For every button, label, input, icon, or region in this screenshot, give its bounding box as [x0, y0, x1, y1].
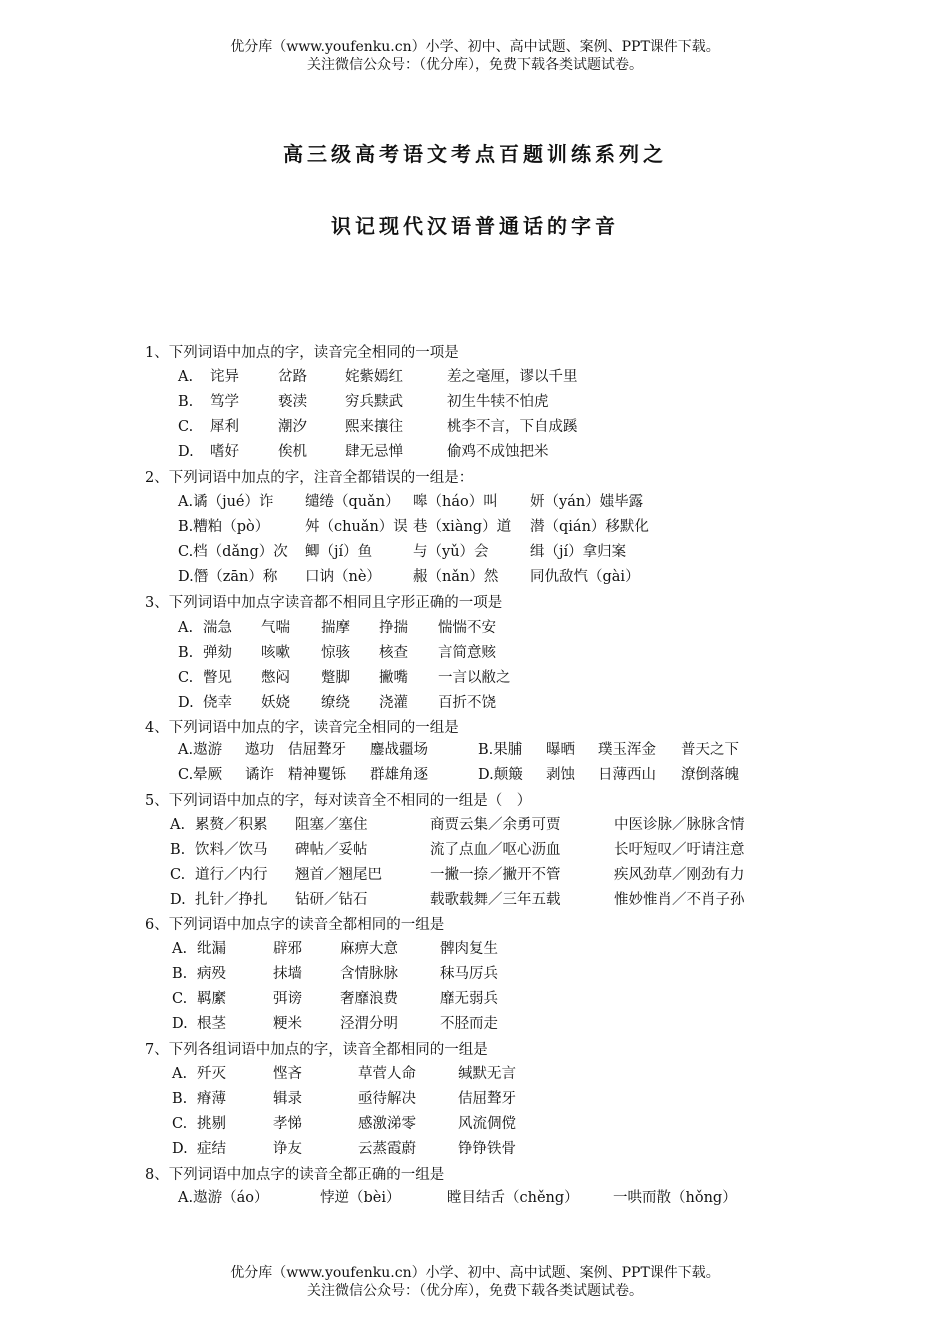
question-stem: 8、下列词语中加点字的读音全都正确的一组是	[145, 1167, 445, 1183]
option-item: 潜（qián）移默化	[530, 519, 649, 535]
option-item: 剥蚀	[546, 767, 575, 783]
option-item: 辟邪	[273, 941, 302, 957]
question-stem: 6、下列词语中加点字的读音全都相同的一组是	[145, 917, 445, 933]
option-item: 舛（chuǎn）误	[305, 519, 408, 535]
option-item: 疾风劲草／刚劲有力	[614, 867, 745, 883]
question-stem: 7、下列各组词语中加点的字，读音全都相同的一组是	[145, 1042, 488, 1058]
option-item: 碑帖／妥帖	[295, 842, 368, 858]
option-item: 嗜好	[210, 444, 239, 460]
option-item: 风流倜傥	[458, 1116, 516, 1132]
option-label: D.	[172, 1016, 188, 1032]
option-item: 鲫（jí）鱼	[305, 544, 373, 560]
option-item: 曝晒	[546, 742, 575, 758]
option-item: 言简意赅	[438, 645, 496, 661]
option-item: 遨功	[245, 742, 274, 758]
option-item: 一撇一捺／撇开不管	[430, 867, 561, 883]
option-item: 谲诈	[245, 767, 274, 783]
option-item: 岔路	[278, 369, 307, 385]
option-item: 病殁	[197, 966, 226, 982]
option-item: 靡无弱兵	[440, 991, 498, 1007]
option-item: 载歌载舞／三年五载	[430, 892, 561, 908]
option-label: B.	[172, 1091, 188, 1107]
option-item: 憋闷	[261, 670, 290, 686]
option-item: 同仇敌忾（gài）	[530, 569, 640, 585]
option-label: A.	[178, 620, 194, 636]
option-item: 泾渭分明	[340, 1016, 398, 1032]
option-label: A.遨游	[178, 742, 223, 758]
option-item: 草菅人命	[358, 1066, 416, 1082]
option-label: D.	[172, 1141, 188, 1157]
option-label: C.	[172, 1116, 188, 1132]
option-item: 惴惴不安	[438, 620, 496, 636]
option-label: B.	[170, 842, 186, 858]
page-title: 高三级高考语文考点百题训练系列之	[283, 142, 667, 166]
option-item: 与（yǔ）会	[413, 544, 489, 560]
option-item: 累赘／积累	[195, 817, 268, 833]
option-item: 缭绕	[321, 695, 350, 711]
option-item: 羁縻	[197, 991, 226, 1007]
option-item: 百折不饶	[438, 695, 496, 711]
option-item: 髀肉复生	[440, 941, 498, 957]
option-label: C.档（dǎng）次	[178, 544, 288, 560]
question-stem: 2、下列词语中加点的字，注音全都错误的一组是：	[145, 470, 474, 486]
option-item: 璞玉浑金	[598, 742, 656, 758]
option-item: 弭谤	[273, 991, 302, 1007]
option-label: B.糟粕（pò）	[178, 519, 270, 535]
option-item: 钻研／钻石	[295, 892, 368, 908]
option-item: 咳嗽	[261, 645, 290, 661]
option-item: 缱绻（quǎn）	[305, 494, 400, 510]
option-item: 一言以敝之	[438, 670, 511, 686]
option-item: 商贾云集／余勇可贾	[430, 817, 561, 833]
option-item: 饮料／饮马	[195, 842, 268, 858]
option-item: 缄默无言	[458, 1066, 516, 1082]
option-label: C.	[178, 670, 194, 686]
option-item: 佶屈聱牙	[288, 742, 346, 758]
option-item: 诤友	[273, 1141, 302, 1157]
option-item: 气喘	[261, 620, 290, 636]
option-item: 口讷（nè）	[305, 569, 381, 585]
option-item: 熙来攘往	[345, 419, 403, 435]
option-label: A.	[170, 817, 186, 833]
option-item: 弹劾	[203, 645, 232, 661]
option-item: 阻塞／塞住	[295, 817, 368, 833]
page-subtitle: 识记现代汉语普通话的字音	[331, 214, 619, 238]
option-item: 嗥（háo）叫	[413, 494, 498, 510]
option-item: 鏖战疆场	[370, 742, 428, 758]
option-item: 长吁短叹／吁请注意	[614, 842, 745, 858]
option-item: D.颠簸	[478, 767, 523, 783]
option-label: C.	[178, 419, 194, 435]
question-stem: 1、下列词语中加点的字，读音完全相同的一项是	[145, 345, 459, 361]
option-item: 撇嘴	[379, 670, 408, 686]
option-item: 一哄而散（hǒng）	[613, 1190, 737, 1206]
option-label: D.僭（zān）称	[178, 569, 278, 585]
option-item: 普天之下	[681, 742, 739, 758]
option-item: 精神矍铄	[288, 767, 346, 783]
option-item: 诧异	[210, 369, 239, 385]
option-label: A.	[172, 941, 188, 957]
option-item: 犀利	[210, 419, 239, 435]
option-item: 歼灭	[197, 1066, 226, 1082]
option-item: 潮汐	[278, 419, 307, 435]
option-item: 流了点血／呕心沥血	[430, 842, 561, 858]
option-item: 笃学	[210, 394, 239, 410]
option-label: A.	[172, 1066, 188, 1082]
option-label: C.晕厥	[178, 767, 223, 783]
option-item: 铮铮铁骨	[458, 1141, 516, 1157]
option-item: 侥幸	[203, 695, 232, 711]
option-item: 秣马厉兵	[440, 966, 498, 982]
option-item: 偷鸡不成蚀把米	[447, 444, 549, 460]
option-item: 症结	[197, 1141, 226, 1157]
option-label: D.	[178, 444, 194, 460]
option-item: 含情脉脉	[340, 966, 398, 982]
option-item: 粳米	[273, 1016, 302, 1032]
option-item: 瞥见	[203, 670, 232, 686]
option-item: 差之毫厘，谬以千里	[447, 369, 578, 385]
option-item: 日薄西山	[598, 767, 656, 783]
option-label: A.谲（jué）诈	[178, 494, 274, 510]
option-item: 妍（yán）媸毕露	[530, 494, 644, 510]
option-item: 扎针／挣扎	[195, 892, 268, 908]
option-item: 肆无忌惮	[345, 444, 403, 460]
option-item: 亵渎	[278, 394, 307, 410]
option-item: 麻痹大意	[340, 941, 398, 957]
option-item: 惊骇	[321, 645, 350, 661]
option-item: 浇灌	[379, 695, 408, 711]
option-item: 缉（jí）拿归案	[530, 544, 627, 560]
option-item: 悭吝	[273, 1066, 302, 1082]
option-label: C.	[170, 867, 186, 883]
option-item: 抹墙	[273, 966, 302, 982]
option-item: 不胫而走	[440, 1016, 498, 1032]
option-label: B.	[178, 394, 194, 410]
option-item: 辑录	[273, 1091, 302, 1107]
option-item: 蹩脚	[321, 670, 350, 686]
option-item: 瘠薄	[197, 1091, 226, 1107]
option-item: 妖娆	[261, 695, 290, 711]
option-item: 初生牛犊不怕虎	[447, 394, 549, 410]
option-item: 桃李不言，下自成蹊	[447, 419, 578, 435]
option-item: 惟妙惟肖／不肖子孙	[614, 892, 745, 908]
option-item: 孝悌	[273, 1116, 302, 1132]
question-stem: 3、下列词语中加点字读音都不相同且字形正确的一项是	[145, 595, 503, 611]
option-item: 挣揣	[379, 620, 408, 636]
option-item: 巷（xiàng）道	[413, 519, 512, 535]
option-item: 穷兵黩武	[345, 394, 403, 410]
option-item: 翘首／翘尾巴	[295, 867, 382, 883]
option-label: D.	[178, 695, 194, 711]
option-item: 核查	[379, 645, 408, 661]
option-item: 佶屈聱牙	[458, 1091, 516, 1107]
footer-line-2: 关注微信公众号：（优分库），免费下载各类试题试卷。	[307, 1283, 643, 1299]
option-item: 奢靡浪费	[340, 991, 398, 1007]
option-item: 赧（nǎn）然	[413, 569, 499, 585]
option-item: 潦倒落魄	[681, 767, 739, 783]
option-item: 道行／内行	[195, 867, 268, 883]
option-label: B.	[172, 966, 188, 982]
option-item: 纰漏	[197, 941, 226, 957]
option-item: 俟机	[278, 444, 307, 460]
option-item: 亟待解决	[358, 1091, 416, 1107]
option-label: B.	[178, 645, 194, 661]
option-label: D.	[170, 892, 186, 908]
option-item: 悖逆（bèi）	[320, 1190, 401, 1206]
option-label: A.	[178, 369, 194, 385]
option-item: 揣摩	[321, 620, 350, 636]
option-item: 云蒸霞蔚	[358, 1141, 416, 1157]
option-item: 湍急	[203, 620, 232, 636]
option-item: 中医诊脉／脉脉含情	[614, 817, 745, 833]
option-item: 根茎	[197, 1016, 226, 1032]
question-stem: 4、下列词语中加点的字，读音完全相同的一组是	[145, 720, 459, 736]
option-item: 群雄角逐	[370, 767, 428, 783]
header-line-1: 优分库（www.youfenku.cn）小学、初中、高中试题、案例、PPT课件下载。	[230, 39, 720, 55]
option-item: 瞠目结舌（chěng）	[447, 1190, 579, 1206]
option-label: A.遨游（áo）	[178, 1190, 269, 1206]
option-label: C.	[172, 991, 188, 1007]
option-item: B.果脯	[478, 742, 523, 758]
option-item: 挑剔	[197, 1116, 226, 1132]
option-item: 感激涕零	[358, 1116, 416, 1132]
footer-line-1: 优分库（www.youfenku.cn）小学、初中、高中试题、案例、PPT课件下载。	[230, 1265, 720, 1281]
question-stem: 5、下列词语中加点的字，每对读音全不相同的一组是（ ）	[145, 793, 532, 809]
header-line-2: 关注微信公众号：（优分库），免费下载各类试题试卷。	[307, 57, 643, 73]
option-item: 姹紫嫣红	[345, 369, 403, 385]
